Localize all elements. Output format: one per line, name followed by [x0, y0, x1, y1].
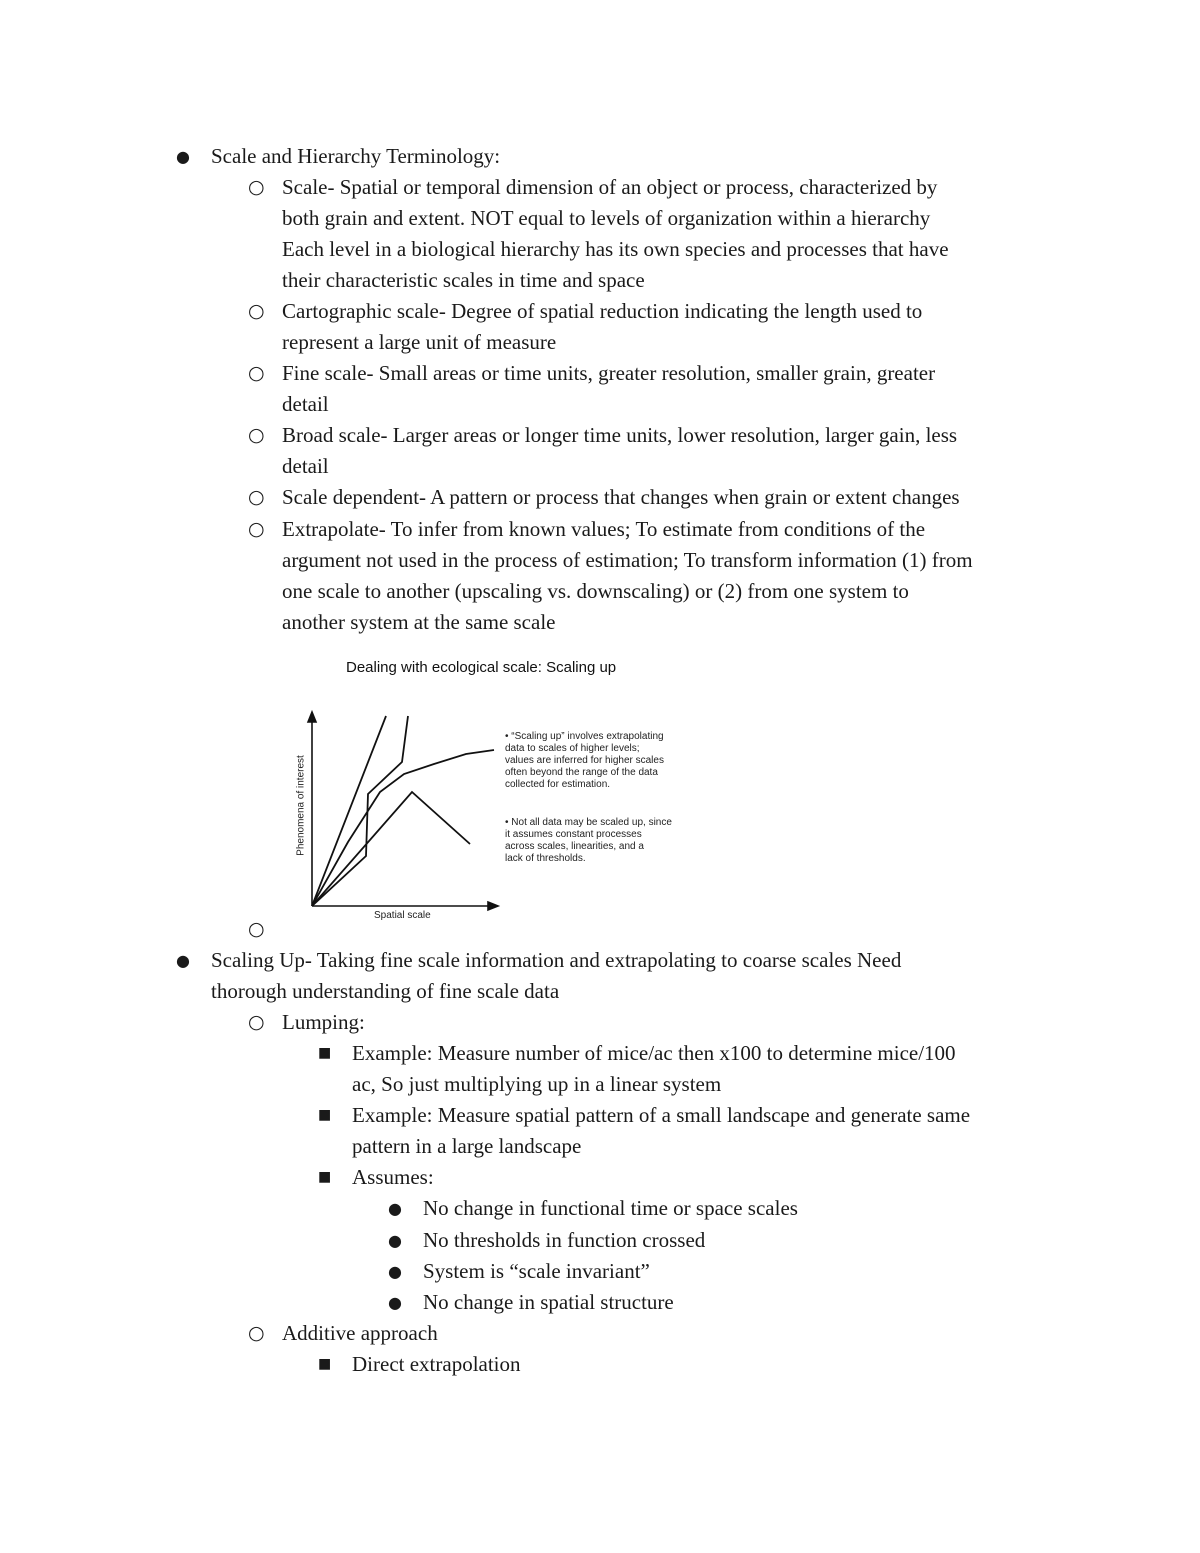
x-axis-label: Spatial scale [374, 910, 431, 921]
list-item-text: pattern in a large landscape [352, 1134, 582, 1158]
bullet-circle-icon: ○ [248, 518, 265, 540]
bullet-circle-icon: ○ [248, 1011, 265, 1033]
bullet-disc-icon: ● [176, 147, 190, 166]
bullet-disc-icon: ● [388, 1199, 402, 1218]
list-item-text: detail [282, 392, 329, 416]
heading-scale-hierarchy: Scale and Hierarchy Terminology: [211, 144, 501, 168]
list-item-text: No change in spatial structure [423, 1290, 674, 1314]
figure-note-limits [505, 817, 672, 865]
list-item-text: Scale- Spatial or temporal dimension of an object or process, characterized by [282, 175, 938, 199]
list-item-text: thorough understanding of fine scale data [211, 979, 560, 1003]
heading-scaling-up: Scaling Up- Taking fine scale information and extrapolating to coarse scales Need [211, 948, 902, 972]
bullet-disc-icon: ● [388, 1262, 402, 1281]
note-line: • “Scaling up” involves extrapolating [505, 731, 664, 742]
list-item-text: Example: Measure number of mice/ac then x100 to determine mice/100 [352, 1041, 956, 1065]
note-line: values are inferred for higher scales [505, 755, 664, 766]
list-item-text: both grain and extent. NOT equal to levels of organization within a hierarchy [282, 206, 931, 230]
note-line: it assumes constant processes [505, 829, 642, 840]
list-item-text: Assumes: [352, 1165, 434, 1189]
list-item-text: another system at the same scale [282, 610, 556, 634]
curve-saturating-line [312, 750, 494, 906]
list-item-text: Lumping: [282, 1010, 365, 1034]
curve-threshold-line [312, 792, 470, 906]
list-item-text: System is “scale invariant” [423, 1259, 650, 1283]
bullet-disc-icon: ● [388, 1231, 402, 1250]
list-item-text: Scale dependent- A pattern or process that changes when grain or extent changes [282, 485, 960, 509]
bullet-circle-icon: ○ [248, 486, 265, 508]
note-line: often beyond the range of the data [505, 767, 658, 778]
figure-note-scaling-up [505, 731, 664, 791]
figure-title: Dealing with ecological scale: Scaling up [346, 659, 617, 676]
bullet-circle-icon: ○ [248, 1322, 265, 1344]
list-item-text: ac, So just multiplying up in a linear system [352, 1072, 722, 1096]
bullet-circle-icon: ○ [248, 918, 265, 940]
list-item-text: one scale to another (upscaling vs. downscaling) or (2) from one system to [282, 579, 909, 603]
bullet-circle-icon: ○ [248, 362, 265, 384]
list-item-text: Additive approach [282, 1321, 438, 1345]
note-line: across scales, linearities, and a [505, 841, 644, 852]
curve-stepped-line [312, 716, 408, 906]
bullet-circle-icon: ○ [248, 176, 265, 198]
note-line: data to scales of higher levels; [505, 743, 640, 754]
list-item-text: Extrapolate- To infer from known values; To estimate from conditions of the [282, 517, 926, 541]
note-line: collected for estimation. [505, 779, 611, 790]
curve-steep-line [312, 716, 386, 906]
list-item-text: Each level in a biological hierarchy has its own species and processes that have [282, 237, 949, 261]
y-axis-label: Phenomena of interest [295, 755, 307, 856]
bullet-disc-icon: ● [388, 1293, 402, 1312]
figure-graph [280, 652, 700, 932]
list-item-text: Example: Measure spatial pattern of a small landscape and generate same [352, 1103, 971, 1127]
list-item-text: their characteristic scales in time and space [282, 268, 645, 292]
x-axis-arrow [488, 902, 498, 910]
list-item-text: Cartographic scale- Degree of spatial reduction indicating the length used to [282, 299, 923, 323]
note-line: • Not all data may be scaled up, since [505, 817, 672, 828]
y-axis-arrow [308, 712, 316, 722]
bullet-circle-icon: ○ [248, 424, 265, 446]
bullet-square-icon: ■ [318, 1356, 332, 1372]
list-item-text: Fine scale- Small areas or time units, greater resolution, smaller grain, greater [282, 361, 936, 385]
list-item-text: No thresholds in function crossed [423, 1228, 706, 1252]
bullet-square-icon: ■ [318, 1045, 332, 1061]
bullet-circle-icon: ○ [248, 300, 265, 322]
list-item-text: represent a large unit of measure [282, 330, 557, 354]
list-item-text: argument not used in the process of estimation; To transform information (1) from [282, 548, 973, 572]
list-item-text: No change in functional time or space scales [423, 1196, 798, 1220]
note-line: lack of thresholds. [505, 853, 586, 864]
list-item-text: detail [282, 454, 329, 478]
list-item-text: Broad scale- Larger areas or longer time units, lower resolution, larger gain, less [282, 423, 958, 447]
bullet-square-icon: ■ [318, 1107, 332, 1123]
bullet-square-icon: ■ [318, 1169, 332, 1185]
bullet-disc-icon: ● [176, 951, 190, 970]
list-item-text: Direct extrapolation [352, 1352, 521, 1376]
